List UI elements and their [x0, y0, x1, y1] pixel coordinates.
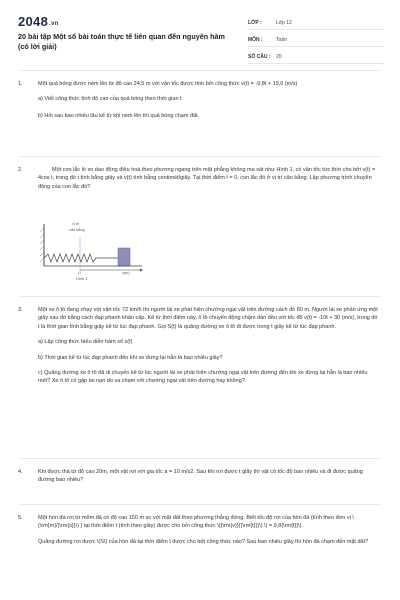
document-title: 20 bài tập Một số bài toán thực tế liên quan đến nguyên hàm (có lời giải)	[18, 32, 225, 51]
meta-row-count	[248, 50, 384, 64]
sub-question: a) Lập công thức biểu diễn hàm số s(t)	[38, 339, 133, 346]
document-header	[18, 14, 384, 62]
spring-diagram	[38, 220, 148, 284]
divider	[18, 296, 382, 297]
question-text: Một hòn đá rơi từ mõm đá có độ cao 150 m so với mặt đất theo phương thẳng đứng. Biết tốc độ rơi của hòn đá (tính theo đơn vị \(\rm{m}/{\rm{s}}\) ) tại thời điểm t (tính theo giây) được cho bởi công thức \({\rm{v}}({\rm{t}})\) \( = 9,8{\rm{t}}\).	[38, 515, 354, 530]
figure-label-axis: x(m)	[122, 271, 130, 275]
logo-suffix: .vn	[49, 21, 59, 27]
sub-question: Quãng đường rơi được \(S\) của hòn đá tại thời điểm t được cho bởi công thức nào? Sau bao nhiêu giây thì hòn đá chạm đến mặt đất?	[38, 538, 369, 545]
question-text: Một con lắc lò xo dao động điều hoà theo phương ngang trên mặt phẳng không ma sát như Hình 1, có vận tốc tức thời cho bởi v(t) = 4cos t, trong đó t tính bằng giây và v(t) tính bằng centimét/giây. Tại thời điểm t = 0, con lắc đó ở vị trí cân bằng. Lập phương trình chuyển động của con lắc đó?	[38, 167, 376, 190]
sub-question: b) Thời gian kể từ lúc đạp phanh đến khi xe dừng lại hẳn là bao nhiêu giây?	[38, 354, 223, 361]
question-number: 1.	[18, 81, 23, 87]
meta-label: SỐ CÂU :	[248, 53, 271, 60]
question-body	[38, 468, 378, 490]
meta-row-class	[248, 16, 384, 30]
meta-label: LỚP :	[248, 19, 262, 26]
divider	[18, 458, 382, 459]
figure-label-origin: O	[78, 271, 81, 275]
question-number: 4.	[18, 469, 23, 475]
divider	[18, 156, 382, 157]
divider	[18, 504, 382, 505]
sub-question: c) Quãng đường xe ô tô đã di chuyển kể từ lúc người lái xe phát hiện chướng ngại vật trên đường đến khi xe dừng lại hẳn là bao nhiêu mét? Xe ô tô có gặp tai nạn do va chạm với chướng ngại vật trên đường hay không?	[38, 370, 368, 385]
question-number: 2.	[18, 167, 23, 173]
meta-label: MÔN :	[248, 36, 263, 43]
site-logo[interactable]	[18, 14, 59, 29]
sub-question: a) Viết công thức tính độ cao của quả bóng theo thời gian t	[38, 96, 182, 103]
question-body	[38, 306, 378, 391]
document-meta	[248, 16, 384, 67]
question-body	[38, 80, 378, 125]
figure-label-equilibrium: cân bằng	[69, 228, 85, 232]
logo-main: 2048	[18, 14, 49, 29]
question-number: 5.	[18, 515, 23, 521]
meta-value: Lớp 12	[276, 19, 292, 26]
sub-question: b) Hỏi sau bao nhiêu lâu kể từ khi ném lên thì quả bóng chạm đất.	[38, 112, 200, 119]
question-text: Một xe ô tô đang chạy với vận tốc 72 km/h thì người lái xe phát hiện chướng ngại vật trên đường cách đó 80 m. Người lái xe phản ứng một giây sau đó bằng cách đạp phanh khẩn cấp. Kể từ thời điểm này, ô tô chuyển động chậm dần đều với tốc độ v(t) = -10t + 30 (m/s), trong đó t là thời gian tính bằng giây kể từ lúc đạp phanh. Gọi S(t) là quãng đường xe ô tô đi được trong t giây kể từ lúc đạp phanh.	[38, 307, 378, 330]
meta-row-subject	[248, 33, 384, 47]
figure-label-equilibrium: vị trí	[72, 222, 80, 226]
question-text: Một quả bóng được ném lên từ độ cao 24,5 m với vận tốc được tính bởi công thức v(t) = -9,8t + 19,6 (m/s)	[38, 81, 298, 87]
question-number: 3.	[18, 307, 23, 313]
divider	[18, 70, 382, 71]
figure-spring-pendulum	[38, 220, 148, 284]
question-text: Khi được thả từ độ cao 20m, một vật rơi với gia tốc a = 10 m/s2. Sau khi rơi được t giây thì vật có tốc độ bao nhiêu và đi được quãng đường bao nhiêu?	[38, 469, 363, 484]
figure-caption: Hình 1	[76, 277, 88, 281]
meta-value: 20	[276, 53, 282, 60]
meta-value: Toán	[276, 36, 287, 43]
question-body	[38, 166, 378, 196]
question-body	[38, 514, 378, 551]
